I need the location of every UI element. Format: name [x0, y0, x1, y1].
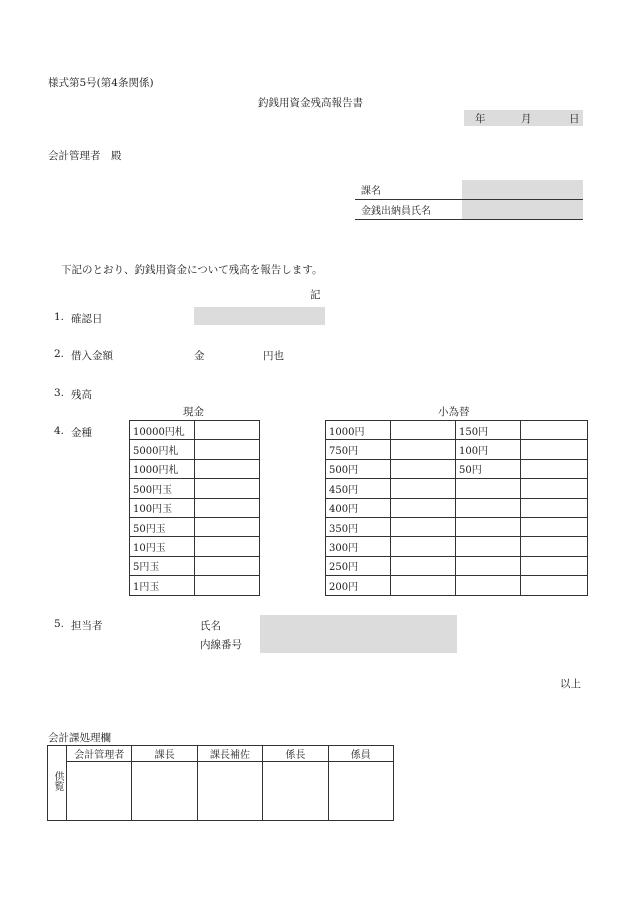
- person-name-field[interactable]: [260, 615, 457, 634]
- cash-count-field[interactable]: [195, 440, 260, 459]
- date-field[interactable]: [464, 110, 583, 126]
- cash-denom-label: 1円玉: [130, 576, 195, 595]
- exchange-row: [326, 498, 588, 517]
- item4-label: 金種: [71, 427, 92, 439]
- exchange-denom-label: 400円: [326, 498, 391, 517]
- header-kakaricho: 係長: [263, 746, 328, 762]
- cash-count-field[interactable]: [195, 498, 260, 517]
- header-kakariin: 係員: [328, 746, 393, 762]
- exchange-count-field[interactable]: [391, 459, 456, 478]
- exchange-denom-label-2: [456, 537, 521, 556]
- exchange-denom-label-2: [456, 479, 521, 498]
- cash-row: [130, 421, 260, 440]
- cash-denom-label: 10円玉: [130, 537, 195, 556]
- exchange-denom-label: 750円: [326, 440, 391, 459]
- exchange-denom-label: 1000円: [326, 421, 391, 440]
- processing-stamp-row: [48, 762, 394, 821]
- exchange-count-field-2[interactable]: [521, 479, 588, 498]
- dept-label: 課名: [355, 180, 462, 200]
- check-date-field[interactable]: [194, 307, 325, 325]
- item3-number: 3.: [54, 387, 65, 399]
- cash-row: [130, 537, 260, 556]
- loan-kin-label: 金: [194, 350, 205, 362]
- intro-text: 下記のとおり、釣銭用資金について残高を報告します。: [61, 264, 323, 276]
- form-number: 様式第5号(第4条関係): [48, 77, 154, 89]
- exchange-count-field[interactable]: [391, 517, 456, 536]
- cash-count-field[interactable]: [195, 517, 260, 536]
- date-year-label: 年: [475, 113, 486, 125]
- exchange-denom-label-2: [456, 517, 521, 536]
- cash-row: [130, 517, 260, 536]
- exchange-row: [326, 556, 588, 575]
- exchange-denom-label-2: [456, 556, 521, 575]
- cash-row: [130, 479, 260, 498]
- stamp-kacho[interactable]: [132, 762, 197, 821]
- exchange-row: [326, 576, 588, 595]
- item1-number: 1.: [54, 311, 65, 323]
- exchange-count-field[interactable]: [391, 479, 456, 498]
- exchange-denom-label-2: [456, 576, 521, 595]
- exchange-count-field-2[interactable]: [521, 576, 588, 595]
- cash-denom-label: 100円玉: [130, 498, 195, 517]
- exchange-denom-label: 350円: [326, 517, 391, 536]
- cash-denom-label: 50円玉: [130, 517, 195, 536]
- stamp-kaikei-kanrisha[interactable]: [67, 762, 132, 821]
- date-day-label: 日: [569, 113, 580, 125]
- processing-header-row: [48, 746, 394, 762]
- dept-field[interactable]: [462, 180, 583, 200]
- cash-count-field[interactable]: [195, 576, 260, 595]
- exchange-count-field[interactable]: [391, 576, 456, 595]
- exchange-row: [326, 421, 588, 440]
- header-kaikei-kanrisha: 会計管理者: [67, 746, 132, 762]
- exchange-count-field-2[interactable]: [521, 556, 588, 575]
- exchange-denom-label: 500円: [326, 459, 391, 478]
- side-label-text: 供覧: [52, 771, 64, 791]
- addressee: 会計管理者 殿: [48, 150, 122, 162]
- item5-label: 担当者: [71, 620, 103, 632]
- cash-denom-label: 5000円札: [130, 440, 195, 459]
- closing-text: 以上: [560, 678, 581, 690]
- cash-row: [130, 459, 260, 478]
- exchange-count-field-2[interactable]: [521, 459, 588, 478]
- exchange-denom-label-2: 50円: [456, 459, 521, 478]
- reporter-name-row: [355, 200, 583, 220]
- processing-table: [47, 745, 394, 821]
- cash-title: 現金: [183, 406, 204, 418]
- ki-marker: 記: [310, 289, 321, 301]
- exchange-count-field[interactable]: [391, 421, 456, 440]
- exchange-denom-label: 200円: [326, 576, 391, 595]
- exchange-count-field-2[interactable]: [521, 537, 588, 556]
- header-kacho: 課長: [132, 746, 197, 762]
- cash-count-field[interactable]: [195, 479, 260, 498]
- cash-denom-label: 1000円札: [130, 459, 195, 478]
- exchange-denom-label: 250円: [326, 556, 391, 575]
- item3-label: 残高: [71, 389, 92, 401]
- person-ext-field[interactable]: [260, 634, 457, 653]
- processing-title: 会計課処理欄: [48, 732, 111, 744]
- exchange-count-field-2[interactable]: [521, 440, 588, 459]
- exchange-denom-label-2: 150円: [456, 421, 521, 440]
- exchange-row: [326, 537, 588, 556]
- cash-row: [130, 440, 260, 459]
- cashier-name-field[interactable]: [462, 200, 583, 220]
- cash-count-field[interactable]: [195, 421, 260, 440]
- exchange-title: 小為替: [438, 406, 470, 418]
- exchange-count-field-2[interactable]: [521, 421, 588, 440]
- cash-denom-label: 5円玉: [130, 556, 195, 575]
- cash-row: [130, 556, 260, 575]
- exchange-denom-label: 450円: [326, 479, 391, 498]
- cash-row: [130, 498, 260, 517]
- exchange-table: [325, 420, 588, 596]
- cash-denom-label: 500円玉: [130, 479, 195, 498]
- exchange-denom-label-2: 100円: [456, 440, 521, 459]
- person-ext-label: 内線番号: [200, 639, 242, 651]
- item1-label: 確認日: [71, 313, 103, 325]
- exchange-count-field-2[interactable]: [521, 517, 588, 536]
- reporter-dept-row: [355, 180, 583, 200]
- cash-table: [129, 420, 260, 596]
- exchange-denom-label-2: [456, 498, 521, 517]
- header-kacho-hosa: 課長補佐: [197, 746, 262, 762]
- exchange-row: [326, 517, 588, 536]
- item5-number: 5.: [54, 618, 65, 630]
- processing-side-label: [48, 746, 67, 821]
- stamp-kakariin[interactable]: [328, 762, 393, 821]
- cash-count-field[interactable]: [195, 459, 260, 478]
- cash-count-field[interactable]: [195, 537, 260, 556]
- exchange-count-field[interactable]: [391, 440, 456, 459]
- exchange-row: [326, 479, 588, 498]
- stamp-kakaricho[interactable]: [263, 762, 328, 821]
- exchange-count-field-2[interactable]: [521, 498, 588, 517]
- loan-yen-label: 円也: [263, 350, 284, 362]
- item4-number: 4.: [54, 425, 65, 437]
- exchange-count-field[interactable]: [391, 537, 456, 556]
- item2-number: 2.: [54, 348, 65, 360]
- exchange-count-field[interactable]: [391, 556, 456, 575]
- date-month-label: 月: [521, 113, 532, 125]
- exchange-row: [326, 459, 588, 478]
- stamp-kacho-hosa[interactable]: [197, 762, 262, 821]
- exchange-count-field[interactable]: [391, 498, 456, 517]
- cash-count-field[interactable]: [195, 556, 260, 575]
- exchange-row: [326, 440, 588, 459]
- exchange-denom-label: 300円: [326, 537, 391, 556]
- page-title: 釣銭用資金残高報告書: [258, 97, 363, 109]
- cashier-name-label: 金銭出納員氏名: [355, 200, 462, 220]
- cash-denom-label: 10000円札: [130, 421, 195, 440]
- person-name-label: 氏名: [200, 620, 221, 632]
- cash-row: [130, 576, 260, 595]
- reporter-table: [355, 180, 583, 220]
- item2-label: 借入金額: [71, 350, 113, 362]
